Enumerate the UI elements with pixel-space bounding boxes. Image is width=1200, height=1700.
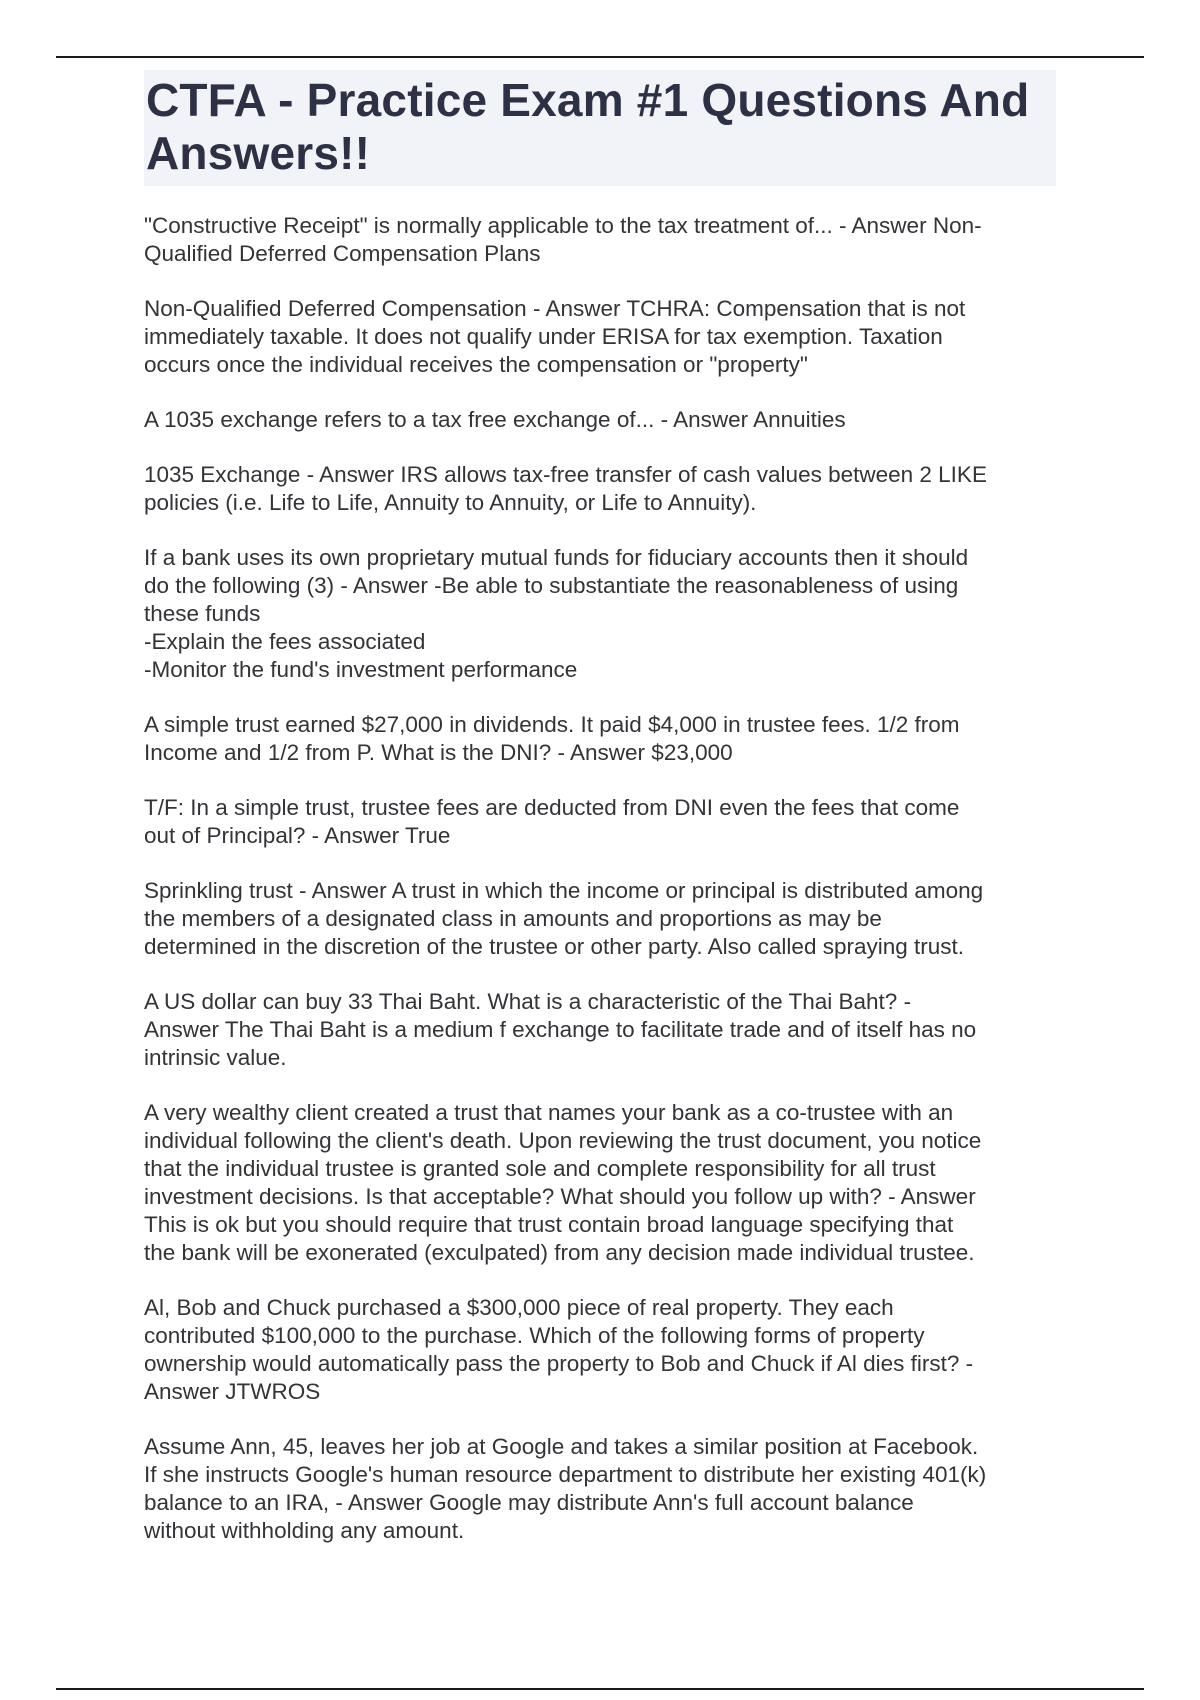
qa-item bbox=[144, 1099, 1056, 1267]
qa-item bbox=[144, 544, 1056, 684]
qa-line: This is ok but you should require that trust contain broad language specifying that bbox=[144, 1212, 954, 1237]
qa-text bbox=[144, 1433, 1056, 1545]
qa-line: without withholding any amount. bbox=[144, 1518, 465, 1543]
qa-text bbox=[144, 711, 1056, 767]
qa-item bbox=[144, 212, 1056, 268]
qa-line: balance to an IRA, - Answer Google may distribute Ann's full account balance bbox=[144, 1490, 914, 1515]
qa-line: occurs once the individual receives the compensation or "property" bbox=[144, 352, 808, 377]
qa-item bbox=[144, 406, 1056, 434]
qa-text bbox=[144, 544, 1056, 684]
top-rule bbox=[56, 56, 1144, 58]
qa-line: do the following (3) - Answer -Be able to substantiate the reasonableness of using bbox=[144, 573, 959, 598]
qa-line: Answer The Thai Baht is a medium f exchange to facilitate trade and of itself has no bbox=[144, 1017, 977, 1042]
qa-item bbox=[144, 1433, 1056, 1545]
qa-line: ownership would automatically pass the property to Bob and Chuck if Al dies first? - bbox=[144, 1351, 974, 1376]
qa-text bbox=[144, 295, 1056, 379]
qa-item bbox=[144, 1294, 1056, 1406]
qa-line: A very wealthy client created a trust that names your bank as a co-trustee with an bbox=[144, 1100, 954, 1125]
qa-text bbox=[144, 406, 1056, 434]
qa-list bbox=[144, 212, 1056, 1545]
qa-line: -Explain the fees associated bbox=[144, 629, 426, 654]
qa-line: investment decisions. Is that acceptable? What should you follow up with? - Answer bbox=[144, 1184, 976, 1209]
qa-text bbox=[144, 988, 1056, 1072]
qa-item bbox=[144, 461, 1056, 517]
qa-line: Non-Qualified Deferred Compensation - Answer TCHRA: Compensation that is not bbox=[144, 296, 966, 321]
qa-text bbox=[144, 461, 1056, 517]
qa-line: -Monitor the fund's investment performance bbox=[144, 657, 578, 682]
qa-line: T/F: In a simple trust, trustee fees are deducted from DNI even the fees that come bbox=[144, 795, 960, 820]
qa-line: out of Principal? - Answer True bbox=[144, 823, 451, 848]
qa-line: the members of a designated class in amounts and proportions as may be bbox=[144, 906, 882, 931]
qa-line: Answer JTWROS bbox=[144, 1379, 321, 1404]
document-body bbox=[144, 70, 1056, 1572]
qa-line: determined in the discretion of the trustee or other party. Also called spraying trust. bbox=[144, 934, 965, 959]
qa-line: "Constructive Receipt" is normally applicable to the tax treatment of... - Answer Non- bbox=[144, 213, 982, 238]
qa-text bbox=[144, 1099, 1056, 1267]
qa-line: these funds bbox=[144, 601, 261, 626]
qa-line: Assume Ann, 45, leaves her job at Google and takes a similar position at Facebook. bbox=[144, 1434, 979, 1459]
title-line: CTFA - Practice Exam #1 Questions bbox=[146, 74, 929, 126]
qa-line: the bank will be exonerated (exculpated) from any decision made individual trustee. bbox=[144, 1240, 975, 1265]
qa-line: that the individual trustee is granted sole and complete responsibility for all trust bbox=[144, 1156, 936, 1181]
qa-line: contributed $100,000 to the purchase. Which of the following forms of property bbox=[144, 1323, 925, 1348]
qa-item bbox=[144, 711, 1056, 767]
qa-item bbox=[144, 295, 1056, 379]
qa-line: immediately taxable. It does not qualify under ERISA for tax exemption. Taxation bbox=[144, 324, 943, 349]
qa-line: A US dollar can buy 33 Thai Baht. What is a characteristic of the Thai Baht? - bbox=[144, 989, 912, 1014]
qa-item bbox=[144, 794, 1056, 850]
qa-line: policies (i.e. Life to Life, Annuity to Annuity, or Life to Annuity). bbox=[144, 490, 757, 515]
qa-line: intrinsic value. bbox=[144, 1045, 287, 1070]
qa-item bbox=[144, 877, 1056, 961]
qa-line: If a bank uses its own proprietary mutual funds for fiduciary accounts then it should bbox=[144, 545, 969, 570]
qa-line: 1035 Exchange - Answer IRS allows tax-free transfer of cash values between 2 LIKE bbox=[144, 462, 987, 487]
qa-line: Income and 1/2 from P. What is the DNI? - Answer $23,000 bbox=[144, 740, 733, 765]
bottom-rule bbox=[56, 1688, 1144, 1690]
qa-text bbox=[144, 212, 1056, 268]
qa-line: Qualified Deferred Compensation Plans bbox=[144, 241, 541, 266]
qa-line: individual following the client's death. Upon reviewing the trust document, you notice bbox=[144, 1128, 982, 1153]
title-block bbox=[144, 70, 1056, 186]
qa-line: Sprinkling trust - Answer A trust in which the income or principal is distributed among bbox=[144, 878, 984, 903]
qa-item bbox=[144, 988, 1056, 1072]
qa-text bbox=[144, 1294, 1056, 1406]
qa-text bbox=[144, 877, 1056, 961]
qa-line: If she instructs Google's human resource department to distribute her existing 401(k) bbox=[144, 1462, 987, 1487]
title-line: And Answers!! bbox=[146, 74, 1030, 179]
page-title bbox=[146, 74, 1052, 180]
qa-text bbox=[144, 794, 1056, 850]
qa-line: A simple trust earned $27,000 in dividends. It paid $4,000 in trustee fees. 1/2 from bbox=[144, 712, 960, 737]
qa-line: Al, Bob and Chuck purchased a $300,000 piece of real property. They each bbox=[144, 1295, 894, 1320]
qa-line: A 1035 exchange refers to a tax free exchange of... - Answer Annuities bbox=[144, 407, 846, 432]
